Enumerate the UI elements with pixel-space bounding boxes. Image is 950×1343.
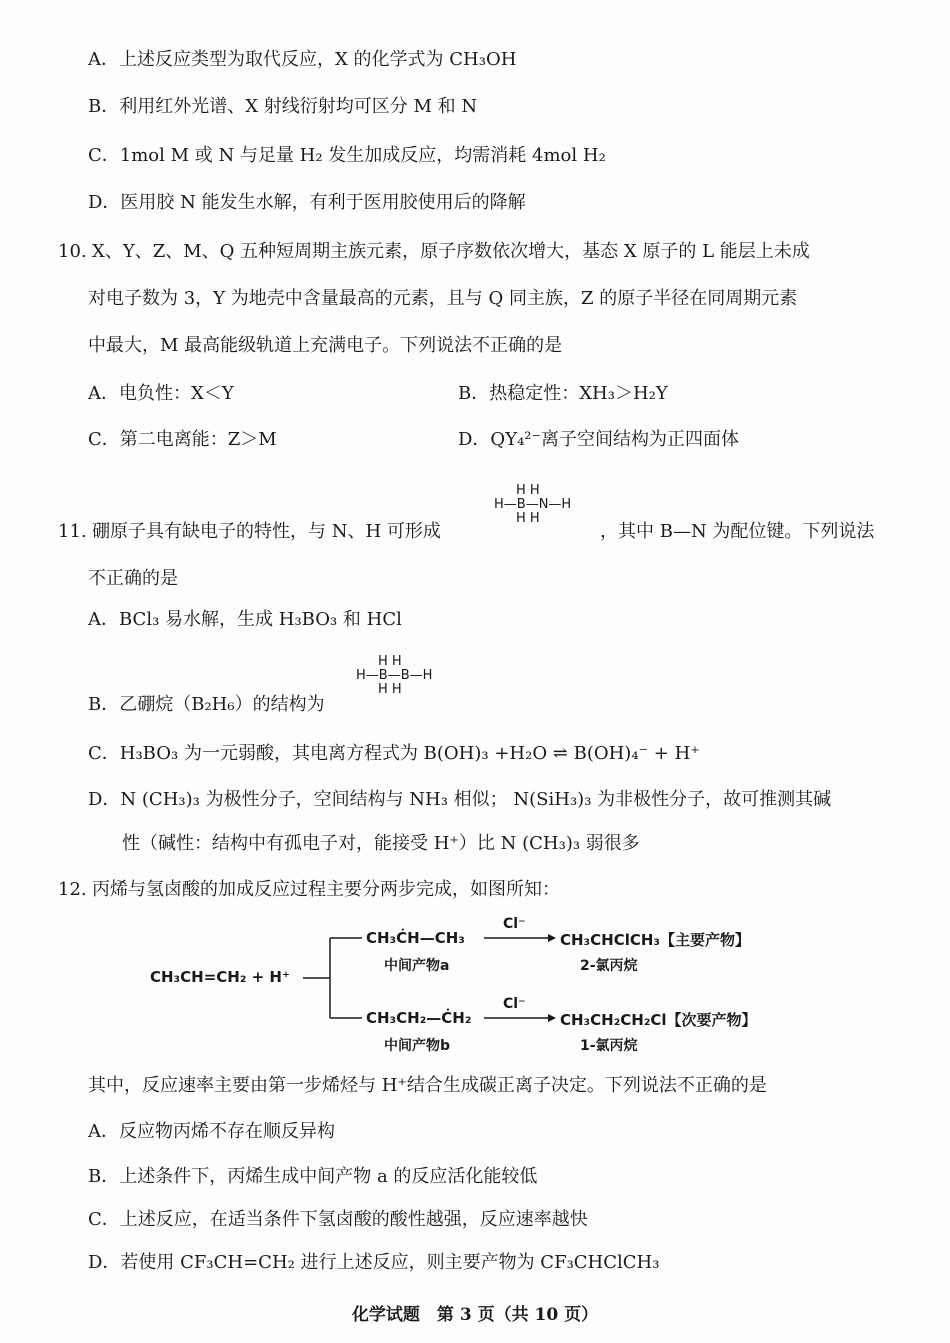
q9-option-c: C．1mol M 或 N 与足量 H₂ 发生加成反应，均需消耗 4mol H₂ [88,145,606,166]
q11-option-b: B．乙硼烷（B₂H₆）的结构为 [88,694,325,715]
q10-option-b: B．热稳定性：XH₃＞H₂Y [458,383,668,404]
arrow-b-head [548,1014,556,1022]
intermediate-b: CH₃CH₂—ĊH₂ [366,1009,472,1027]
q10-option-d: D．QY₄²⁻离子空间结构为正四面体 [458,429,740,450]
q9-option-a: A．上述反应类型为取代反应，X 的化学式为 CH₃OH [88,49,517,70]
reactant: CH₃CH=CH₂ + H⁺ [150,968,290,986]
intermediate-b-label: 中间产物b [384,1038,451,1054]
q11-stem-part1: 硼原子具有缺电子的特性，与 N、H 可形成 [92,521,441,542]
q10-stem-line3: 中最大，M 最高能级轨道上充满电子。下列说法不正确的是 [88,335,563,356]
arrow-a-head [548,934,556,942]
q10-option-c: C．第二电离能：Z＞M [88,429,277,450]
intermediate-a: CH₃ĊH—CH₃ [366,929,465,947]
q12-stem: 丙烯与氢卤酸的加成反应过程主要分两步完成，如图所知： [92,879,560,900]
q10-stem-line2: 对电子数为 3，Y 为地壳中含量最高的元素，且与 Q 同主族，Z 的原子半径在同周期元素 [88,288,798,309]
q10-stem-line1: X、Y、Z、M、Q 五种短周期主族元素，原子序数依次增大，基态 X 原子的 L 能层上未成 [92,241,810,262]
b2h6-structure-mid: H—B—B—H [356,668,433,683]
q11-number: 11. [58,521,87,542]
chloride-b: Cl⁻ [503,996,526,1012]
chloride-a: Cl⁻ [503,916,526,932]
q9-option-b: B．利用红外光谱、X 射线衍射均可区分 M 和 N [88,96,478,117]
q12-option-c: C．上述反应，在适当条件下氢卤酸的酸性越强，反应速率越快 [88,1209,588,1230]
q12-number: 12. [58,879,87,900]
product-b: CH₃CH₂CH₂Cl【次要产物】 [560,1011,757,1029]
q9-option-d: D．医用胶 N 能发生水解，有利于医用胶使用后的降解 [88,192,526,213]
b2h6-structure-bottom: H H [378,682,402,697]
page-footer: 化学试题 第 3 页（共 10 页） [351,1305,599,1325]
q10-number: 10. [58,241,87,262]
bn-structure-top: H H [516,483,540,498]
bn-structure-mid: H—B—N—H [494,497,572,512]
q12-option-b: B．上述条件下，丙烯生成中间产物 a 的反应活化能较低 [88,1166,538,1187]
q11-option-d-line2: 性（碱性：结构中有孤电子对，能接受 H⁺）比 N (CH₃)₃ 弱很多 [122,833,640,854]
q12-note: 其中，反应速率主要由第一步烯烃与 H⁺结合生成碳正离子决定。下列说法不正确的是 [88,1075,767,1096]
b2h6-structure [356,655,446,697]
bn-structure-bottom: H H [516,511,540,526]
b2h6-structure-top: H H [378,654,402,669]
product-a-name: 2-氯丙烷 [580,958,638,974]
product-b-name: 1-氯丙烷 [580,1038,638,1054]
intermediate-a-label: 中间产物a [384,958,450,974]
q12-option-a: A．反应物丙烯不存在顺反异构 [88,1121,335,1142]
q11-stem-part2: ，其中 B—N 为配位键。下列说法 [600,521,875,542]
q10-option-a: A．电负性：X＜Y [88,383,234,404]
q11-option-c: C．H₃BO₃ 为一元弱酸，其电离方程式为 B(OH)₃ +H₂O ⇌ B(OH)₄⁻ + H⁺ [88,743,700,764]
q11-option-a: A．BCl₃ 易水解，生成 H₃BO₃ 和 HCl [88,609,402,630]
bn-structure [494,484,584,526]
q11-stem-line2: 不正确的是 [88,568,178,589]
q11-option-d-line1: D．N (CH₃)₃ 为极性分子，空间结构与 NH₃ 相似； N(SiH₃)₃ 为非极性分子，故可推测其碱 [88,789,832,810]
product-a: CH₃CHClCH₃【主要产物】 [560,931,750,949]
q12-option-d: D．若使用 CF₃CH=CH₂ 进行上述反应，则主要产物为 CF₃CHClCH₃ [88,1252,660,1273]
